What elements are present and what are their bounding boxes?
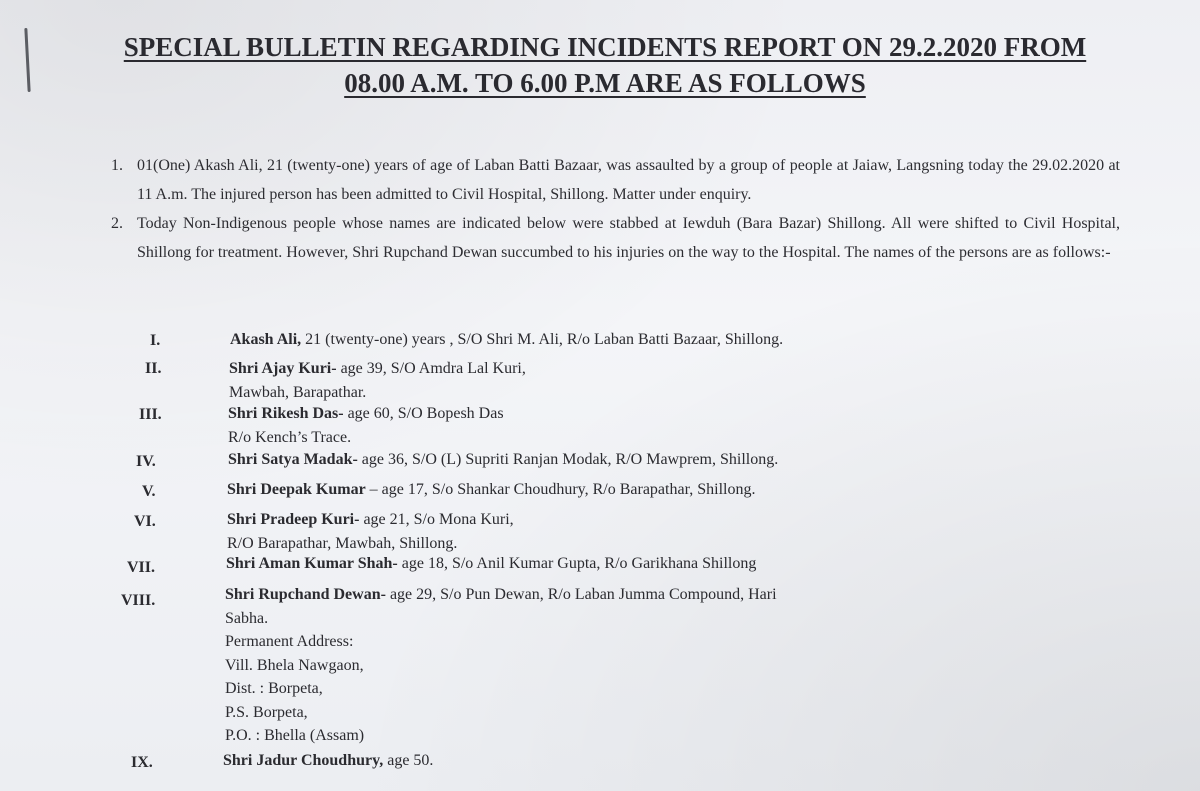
person-address-line: Sabha. <box>225 609 269 627</box>
person-name: Shri Aman Kumar Shah- <box>226 555 398 572</box>
title-line-2: 08.00 A.M. TO 6.00 P.M ARE AS FOLLOWS <box>344 68 866 98</box>
list-item <box>226 552 756 576</box>
person-name: Shri Pradeep Kuri- <box>227 511 360 528</box>
list-item <box>228 402 504 449</box>
list-numeral: IV. <box>136 453 156 470</box>
list-item <box>227 478 756 502</box>
paragraph-number: 1. <box>111 157 123 174</box>
person-address-line: R/o Kench’s Trace. <box>228 428 352 446</box>
person-address-line: Dist. : Borpeta, <box>225 680 323 697</box>
person-details: age 18, S/o Anil Kumar Gupta, R/o Garikhana Shillong <box>397 555 757 572</box>
paper-edge-mark <box>24 28 30 92</box>
person-address-line: Vill. Bhela Nawgaon, <box>225 656 364 674</box>
list-item <box>230 328 783 352</box>
person-name: Shri Deepak Kumar <box>227 481 366 498</box>
person-details: age 29, S/o Pun Dewan, R/o Laban Jumma Compound, Hari <box>385 586 777 603</box>
person-details: age 21, S/o Mona Kuri, <box>359 511 514 528</box>
person-address-line: P.O. : Bhella (Assam) <box>225 727 365 744</box>
person-address-line: Permanent Address: <box>225 633 354 650</box>
paragraph-1 <box>111 152 1120 209</box>
person-address-line: P.S. Borpeta, <box>225 703 308 721</box>
list-numeral: III. <box>139 406 162 423</box>
person-name: Shri Rupchand Dewan- <box>225 586 386 603</box>
list-item <box>228 448 778 472</box>
list-item <box>223 749 433 773</box>
title-line-1: SPECIAL BULLETIN REGARDING INCIDENTS REPORT ON 29.2.2020 FROM <box>123 32 1087 62</box>
person-details: age 36, S/O (L) Supriti Ranjan Modak, R/O Mawprem, Shillong. <box>357 451 779 468</box>
person-address-line: Mawbah, Barapathar. <box>229 383 367 401</box>
person-address-line: R/O Barapathar, Mawbah, Shillong. <box>227 534 458 552</box>
list-numeral: II. <box>145 360 162 377</box>
list-numeral: V. <box>142 483 156 500</box>
list-numeral: VII. <box>127 559 156 576</box>
person-name: Shri Jadur Choudhury, <box>223 752 384 769</box>
paragraph-2 <box>111 210 1120 267</box>
bulletin-title <box>60 29 1150 101</box>
person-details: age 39, S/O Amdra Lal Kuri, <box>336 360 526 377</box>
person-name: Shri Rikesh Das- <box>228 405 344 422</box>
list-numeral: VI. <box>134 513 156 530</box>
paragraph-text: 01(One) Akash Ali, 21 (twenty-one) years of age of Laban Batti Bazaar, was assaulted by a group of people at Jaiaw, Langsning today the 29.02.2020 at 11 A.m. The injured person has been admitted to Civil Hospital, Shillong. Matter under enquiry. <box>137 157 1120 203</box>
person-name: Akash Ali, <box>230 331 302 348</box>
list-numeral: VIII. <box>121 592 156 609</box>
list-item <box>225 583 777 748</box>
person-details: age 50. <box>383 752 434 769</box>
list-numeral: I. <box>150 332 161 349</box>
list-item <box>229 357 526 404</box>
person-name: Shri Ajay Kuri- <box>229 360 337 377</box>
person-name: Shri Satya Madak- <box>228 451 358 468</box>
list-item <box>227 508 514 555</box>
paragraph-text: Today Non-Indigenous people whose names are indicated below were stabbed at Iewduh (Bara Bazar) Shillong. All were shifted to Civil Hospital, Shillong for treatment. However, Shri Rupchand Dewan succumbed to his injuries on the way to the Hospital. The names of the persons are as follows:- <box>137 215 1120 261</box>
person-details: 21 (twenty-one) years , S/O Shri M. Ali, R/o Laban Batti Bazaar, Shillong. <box>301 331 784 348</box>
person-details: – age 17, S/o Shankar Choudhury, R/o Barapathar, Shillong. <box>365 481 756 498</box>
person-details: age 60, S/O Bopesh Das <box>343 405 504 422</box>
paragraph-number: 2. <box>111 215 123 232</box>
list-numeral: IX. <box>131 754 153 771</box>
